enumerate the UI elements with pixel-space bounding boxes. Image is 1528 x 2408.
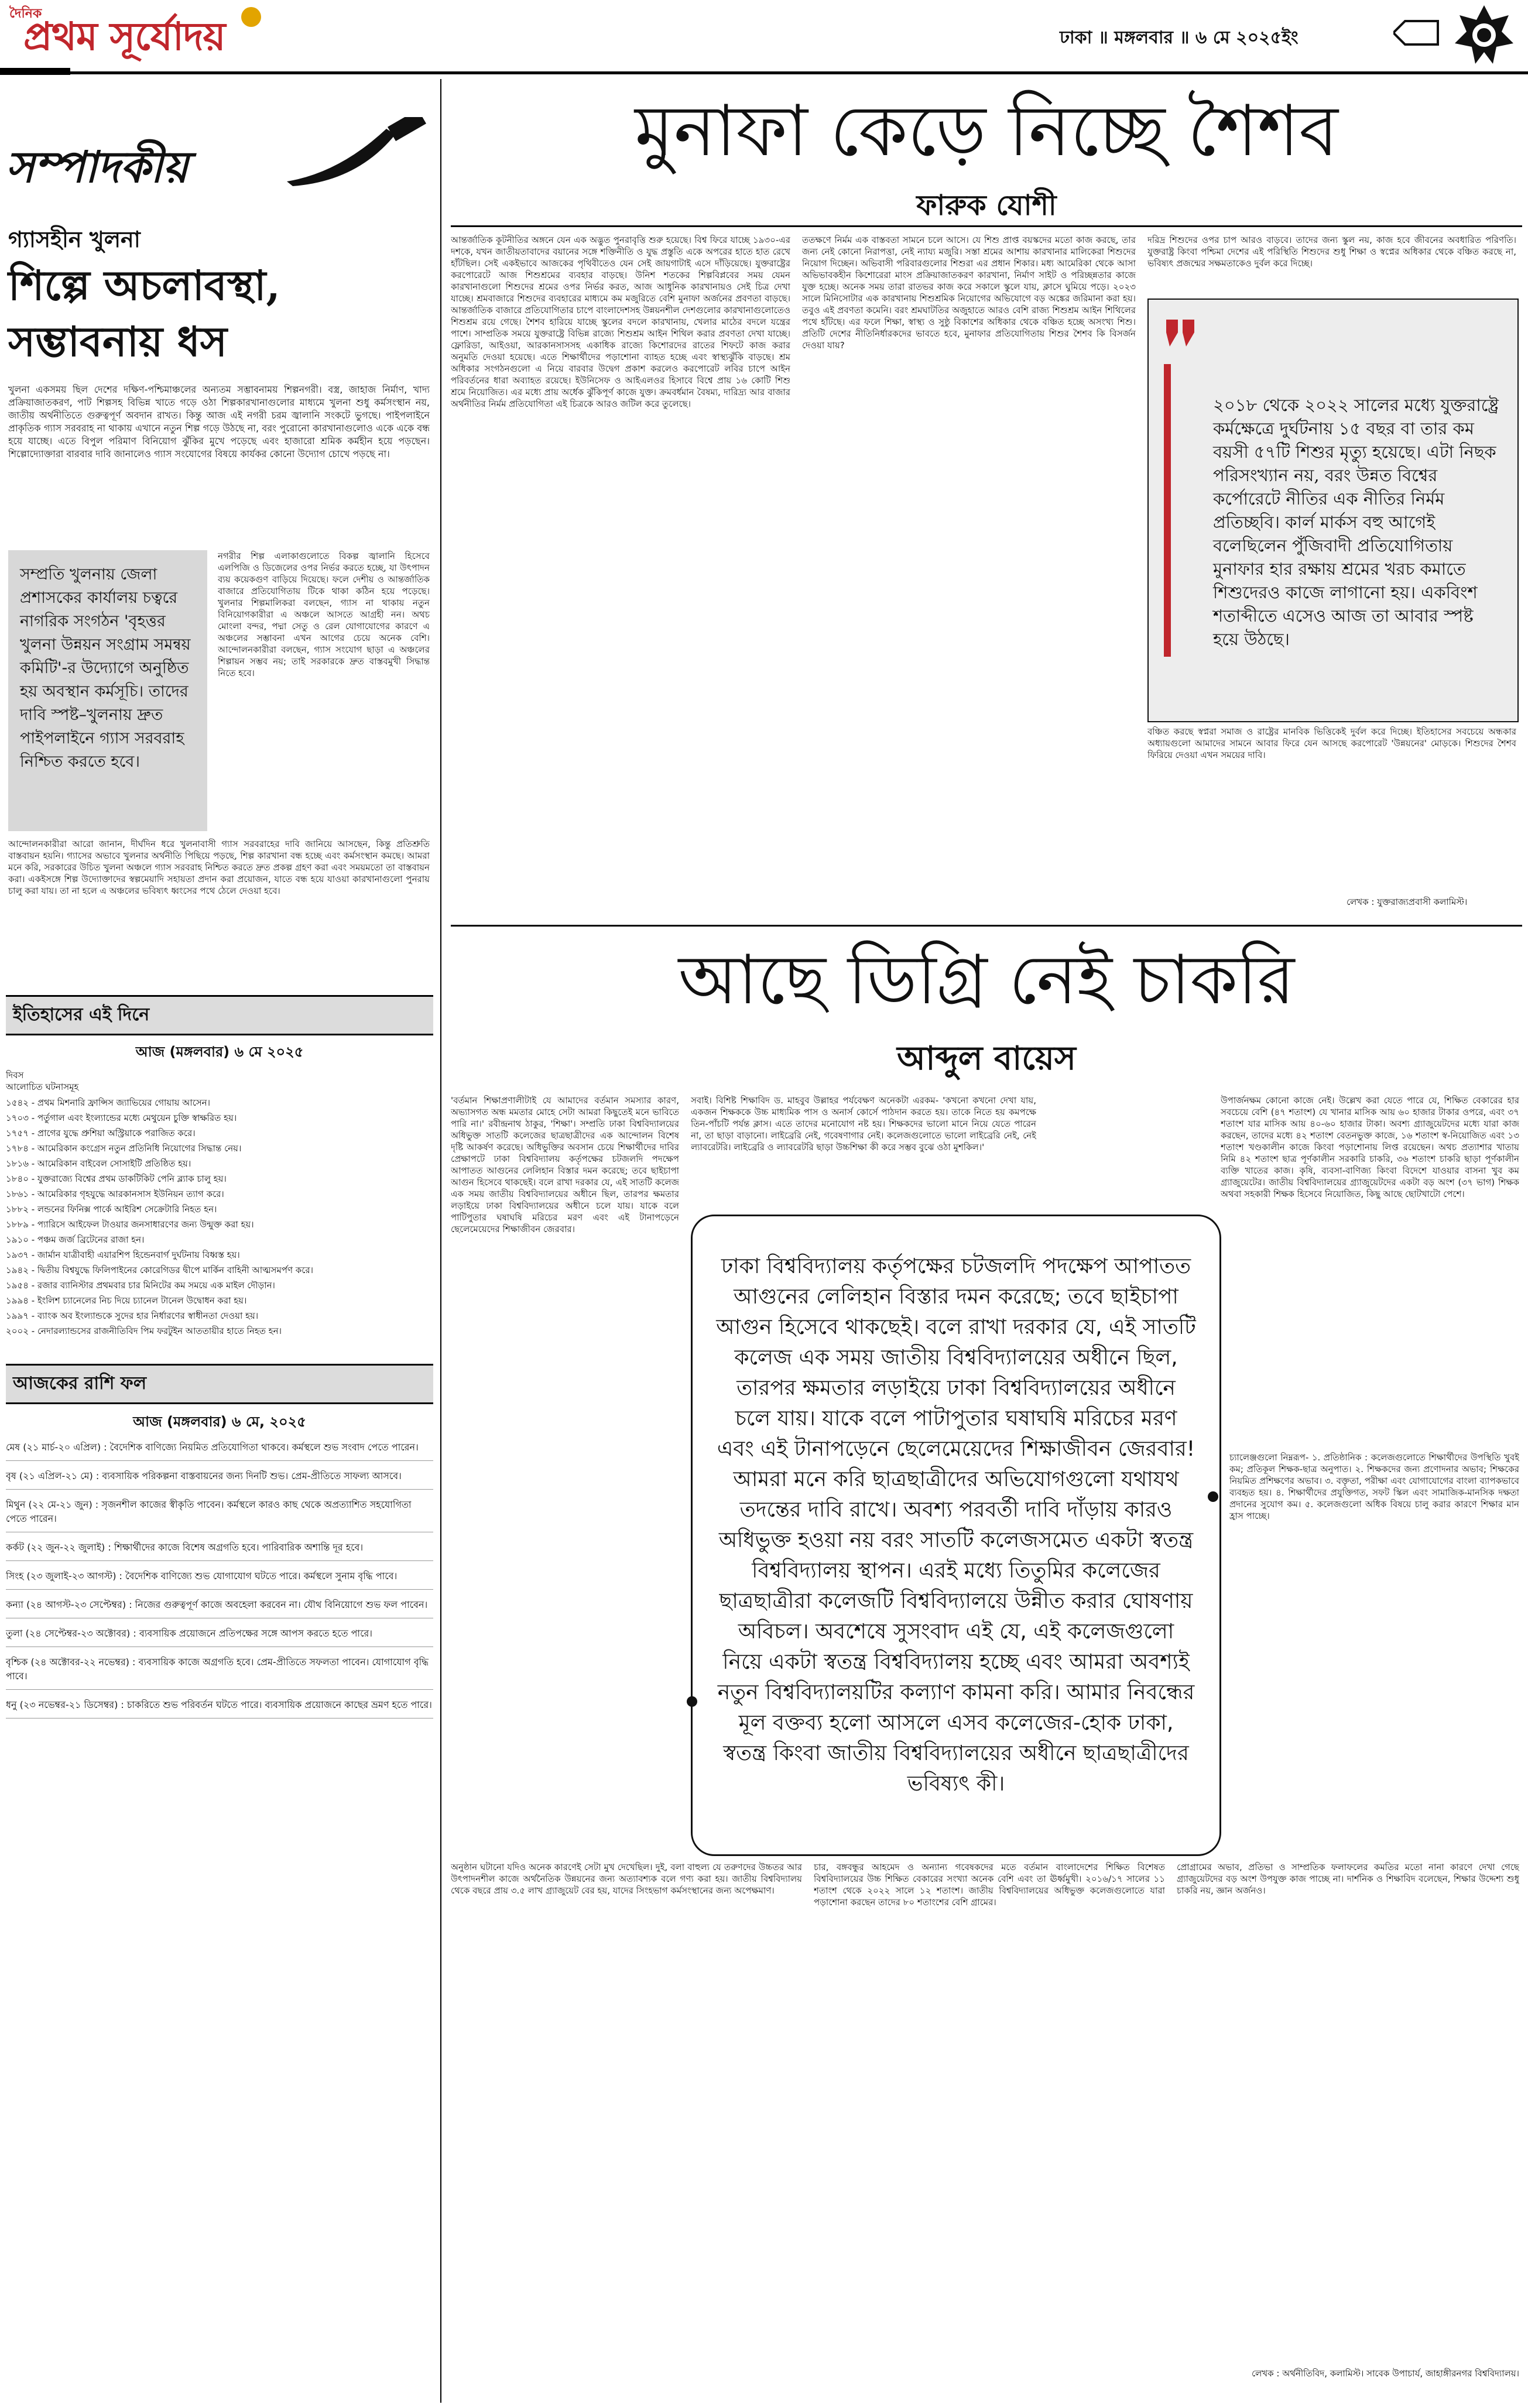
article1-col3-end: বঞ্চিত করছে স্বপ্নরা সমাজ ও রাষ্ট্রের মানবিক ভিত্তিকেই দুর্বল করে দিচ্ছে। ইতিহাসের সবচেয়ে অন্ধকার অধ্যায়গুলো আমাদের সামনে আবার ফিরে যেন আসছে করপোরেট 'উন্নয়নের' মোড়কে। শিশুদের শৈশব ফিরিয়ে দেওয়া এখন সময়ের দাবি। — [1147, 726, 1516, 760]
horoscope-item: বৃশ্চিক (২৪ অক্টোবর-২২ নভেম্বর) : ব্যবসায়িক কাজে অগ্রগতি হবে। প্রেম-প্রীতিতে সফলতা পাবেন। যোগাযোগ বৃদ্ধি পাবে। — [6, 1655, 433, 1690]
pull-quote-accent-bar — [1164, 364, 1171, 657]
pull-quote-dot-left — [687, 1696, 697, 1707]
article-divider — [451, 925, 1522, 927]
masthead-small-label: দৈনিক — [9, 6, 42, 21]
history-item: ১৮৪০ - যুক্তরাজ্যে বিশ্বের প্রথম ডাকটিকিট পেনি ব্ল্যাক চালু হয়। — [6, 1174, 227, 1184]
pen-icon — [287, 117, 433, 187]
history-item: ১৮৮২ - লন্ডনের ফিনিক্স পার্কে আইরিশ সেক্রেটারি নিহত হন। — [6, 1204, 217, 1215]
star-emblem-icon — [1452, 2, 1516, 67]
history-box — [6, 995, 433, 1352]
dateline: ঢাকা ॥ মঙ্গলবার ॥ ৬ মে ২০২৫ইং — [1060, 28, 1299, 48]
article2-bottom1: অনুষ্ঠান ঘটানো যদিও অনেক কারণেই সেটা মুখ দেখেছিল। দুই, বলা বাহুল্য যে তরুণদের উচ্চতর আর উৎপাদনশীল কাজে অর্থনৈতিক উন্নয়নের জন্য অত্যাবশ্যক বলে গণ্য করা হয়। জাতীয় বিশ্ববিদ্যালয় থেকে বছরে প্রায় ৩.৫ লাখ গ্র্যাজুয়েট বের হয়, যাদের সিংহভাগ কর্মসংস্থানের জন্য অপেক্ষমাণ। — [451, 1862, 802, 1896]
masthead — [0, 0, 1528, 70]
history-item: ১৫৪২ - প্রথম মিশনারি ফ্রান্সিস জ্যাভিয়ের গোয়ায় আসেন। — [6, 1097, 210, 1108]
masthead-accent — [0, 68, 70, 75]
horoscope-box — [6, 1364, 433, 2406]
article2-col3-b: চ্যালেঞ্জগুলো নিম্নরূপ- ১. প্রতিষ্ঠানিক : কলেজগুলোতে শিক্ষার্থীদের উপস্থিতি খুবই কম; প্রতিকূল শিক্ষক-ছাত্র অনুপাত। ২. শিক্ষকদের জন্য প্রণোদনার অভাব; শিক্ষকের নিয়মিত প্রশিক্ষণের অভাব। ৩. বক্তৃতা, পরীক্ষা এবং যোগাযোগের বাংলা ব্যাপকভাবে ব্যবহৃত হয়। ৪. শিক্ষার্থীদের প্রযুক্তিগত, সফট স্কিল এবং সামাজিক-মানসিক দক্ষতা প্রদানের সুযোগ কম। ৫. কলেজগুলো অধিক বিষয়ে চালু করার কারণে শিক্ষার মান হ্রাস পাচ্ছে। — [1229, 1452, 1519, 1521]
article2-byline: আব্দুল বায়েস — [897, 1040, 1076, 1078]
editorial-bottom-text: আন্দোলনকারীরা আরো জানান, দীর্ঘদিন ধরে খুলনাবাসী গ্যাস সরবরাহের দাবি জানিয়ে আসছেন, কিন্তু প্রতিশ্রুতি বাস্তবায়ন হয়নি। গ্যাসের অভাবে খুলনার অর্থনীতি পিছিয়ে পড়ছে, শিল্প কারখানা বন্ধ হচ্ছে এবং কর্মসংস্থান কমছে। আমরা মনে করি, সরকারের উচিত খুলনা অঞ্চলে গ্যাস সরবরাহ নিশ্চিত করতে দ্রুত প্রকল্প গ্রহণ করা এবং সময়মতো তা বাস্তবায়ন করা। একইসঙ্গে শিল্প উদ্যোক্তাদের স্বল্পমেয়াদি সহায়তা প্রদান করা প্রয়োজন, যাতে বন্ধ হয়ে যাওয়া কারখানাগুলো পুনরায় চালু করা যায়। তা না হলে এ অঞ্চলের ভবিষ্যৎ ধ্বংসের পথে ঠেলে দেওয়া হবে। — [8, 839, 430, 896]
masthead-title: প্রথম সূর্যোদয় — [23, 13, 225, 59]
editorial-headline: শিল্পে অচলাবস্থা, সম্ভাবনায় ধস — [8, 261, 280, 366]
editorial-side-text: নগরীর শিল্প এলাকাগুলোতে বিকল্প জ্বালানি হিসেবে এলপিজি ও ডিজেলের ওপর নির্ভর করতে হচ্ছে, যা উৎপাদন ব্যয় কয়েকগুণ বাড়িয়ে দিয়েছে। ফলে দেশীয় ও আন্তর্জাতিক বাজারে প্রতিযোগিতায় টিকে থাকা কঠিন হয়ে পড়েছে। খুলনার শিল্পমালিকরা বলছেন, গ্যাস না থাকায় নতুন বিনিয়োগকারীরা এ অঞ্চলে আসতে আগ্রহী নন। অথচ মোংলা বন্দর, পদ্মা সেতু ও রেল যোগাযোগের কারণে এ অঞ্চলের সম্ভাবনা এখন আগের চেয়ে অনেক বেশি। আন্দোলনকারীরা বলছেন, গ্যাস সংযোগ ছাড়া এ অঞ্চলের শিল্পায়ন সম্ভব নয়; তাই সরকারকে দ্রুত বাস্তবমুখী সিদ্ধান্ত নিতে হবে। — [218, 551, 430, 678]
horoscope-subtitle: আজ (মঙ্গলবার) ৬ মে, ২০২৫ — [133, 1414, 306, 1430]
history-item: ১৯৩৭ - জার্মান যাত্রীবাহী এয়ারশিপ হিন্ডেনবার্গ দুর্ঘটনায় বিধ্বস্ত হয়। — [6, 1250, 240, 1260]
history-item: ১৮৬১ - আমেরিকার গৃহযুদ্ধে আরকানসাস ইউনিয়ন ত্যাগ করে। — [6, 1189, 224, 1199]
horoscope-item: তুলা (২৪ সেপ্টেম্বর-২৩ অক্টোবর) : ব্যবসায়িক প্রয়োজনে প্রতিপক্ষের সঙ্গে আপস করতে হতে পারে। — [6, 1627, 433, 1647]
editorial-lead: খুলনা একসময় ছিল দেশের দক্ষিণ-পশ্চিমাঞ্চলের অন্যতম সম্ভাবনাময় শিল্পনগরী। বস্ত্র, জাহাজ নির্মাণ, খাদ্য প্রক্রিয়াজাতকরণ, পাট শিল্পসহ বিভিন্ন খাতে গড়ে ওঠা শিল্পকারখানাগুলোর মাধ্যমে খুলনা শুধু কর্মসংস্থান নয়, জাতীয় অর্থনীতিতে গুরুত্বপূর্ণ অবদান রাখত। কিন্তু আজ এই নগরী চরম জ্বালানি সংকটে ভুগছে। পাইপলাইনে প্রাকৃতিক গ্যাস সরবরাহ না থাকায় এখানে নতুন শিল্প গড়ে উঠছে না, বরং পুরোনো কারখানাগুলোও একে একে বন্ধ হয়ে যাচ্ছে। এতে বিপুল পরিমাণ বিনিয়োগ ঝুঁকির মুখে পড়েছে এবং হাজারো শ্রমিক কর্মহীন হয়ে পড়ছেন। শিল্পোদ্যোক্তারা বারবার দাবি জানালেও গ্যাস সংযোগের বিষয়ে কার্যকর কোনো উদ্যোগ চোখে পড়ছে না। — [8, 384, 430, 459]
sun-logo-icon — [241, 7, 261, 27]
article2-author-note: লেখক : অর্থনীতিবিদ, কলামিস্ট। সাবেক উপাচার্য, জাহাঙ্গীরনগর বিশ্ববিদ্যালয়। — [1252, 2368, 1519, 2379]
horoscope-item: কর্কট (২২ জুন-২২ জুলাই) : শিক্ষার্থীদের কাজে বিশেষ অগ্রগতি হবে। পারিবারিক অশান্তি দূর হবে। — [6, 1541, 433, 1561]
history-subtitle: আজ (মঙ্গলবার) ৬ মে ২০২৫ — [135, 1044, 304, 1060]
history-item: ১৯৯৭ - ব্যাংক অব ইংল্যান্ডকে সুদের হার নির্ধারণের স্বাধীনতা দেওয়া হয়। — [6, 1311, 259, 1321]
editorial-banner — [6, 117, 439, 205]
masthead-logo[interactable] — [23, 7, 261, 71]
history-item: ১৯৪২ - দ্বিতীয় বিশ্বযুদ্ধে ফিলিপাইনের কোরেগিডর দ্বীপে মার্কিন বাহিনী আত্মসমর্পণ করে। — [6, 1265, 313, 1275]
ornament-icon — [1393, 16, 1440, 49]
history-item: ১৮১৬ - আমেরিকান বাইবেল সোসাইটি প্রতিষ্ঠিত হয়। — [6, 1158, 191, 1169]
editorial-label: সম্পাদকীয় — [6, 142, 189, 193]
article2-col1: 'বর্তমান শিক্ষাপ্রণালীটাই যে আমাদের বর্তমান সমস্যার কারণ, অভ্যাসগত অন্ধ মমতার মোহে সেটা আমরা কিছুতেই মনে ভাবিতে পারি না।' রবীন্দ্রনাথ ঠাকুর, 'শিক্ষা'। সম্প্রতি ঢাকা বিশ্ববিদ্যালয়ের অধিভুক্ত সাতটি কলেজের ছাত্রছাত্রীদের এক আন্দোলন বিশেষ দৃষ্টি আকর্ষণ করেছে। অধিভুক্তির অবসান চেয়ে শিক্ষার্থীদের দাবির প্রেক্ষাপটে ঢাকা বিশ্ববিদ্যালয় কর্তৃপক্ষের চটজলদি পদক্ষেপ আপাতত আগুনের লেলিহান বিস্তার দমন করেছে; তবে ছাইচাপা আগুন হিসেবে থাকছেই। বলে রাখা দরকার যে, এই সাতটি কলেজ এক সময় জাতীয় বিশ্ববিদ্যালয়ের অধীনে ছিল, তারপর ক্ষমতার লড়াইয়ে ঢাকা বিশ্ববিদ্যালয়ের অধীনে চলে যায়। যাকে বলে পাটিপুতার ঘষাঘষি মরিচের মরণ এবং এই টানাপড়েনে ছেলেমেয়েদের শিক্ষাজীবন জেরবার। — [451, 1095, 679, 1234]
horoscope-item: সিংহ (২৩ জুলাই-২৩ আগস্ট) : বৈদেশিক বাণিজ্যে শুভ যোগাযোগ ঘটতে পারে। কর্মস্থলে সুনাম বৃদ্ধি পাবে। — [6, 1569, 433, 1590]
history-item: ১৭৫৭ - প্রাগের যুদ্ধে প্রুশিয়া অস্ট্রিয়াকে পরাজিত করে। — [6, 1128, 196, 1138]
article2-bottom3: প্রোগ্রামের অভাব, প্রতিভা ও সাম্প্রতিক ফলাফলের কমতির মতো নানা কারণে দেখা গেছে গ্র্যাজুয়েটদের বড় অংশ উপযুক্ত কাজ পাচ্ছে না। দার্শনিক ও শিক্ষাবিদ বলেছেন, শিক্ষার উদ্দেশ্য শুধু চাকরি নয়, জ্ঞান অর্জনও। — [1177, 1862, 1519, 1896]
article1-headline: মুনাফা কেড়ে নিচ্ছে শৈশব — [635, 91, 1338, 172]
article1-author-note: লেখক : যুক্তরাজ্যপ্রবাসী কলামিস্ট। — [1347, 897, 1468, 907]
history-item: ২০০২ - নেদারল্যান্ডসের রাজনীতিবিদ পিম ফরটুইন আততায়ীর হাতে নিহত হন। — [6, 1326, 282, 1336]
article1-rule — [451, 225, 1522, 227]
article2-col2: সবাই। বিশিষ্ট শিক্ষাবিদ ড. মাহবুব উল্লাহর পর্যবেক্ষণ অনেকটা এরকম- 'কখনো কখনো দেখা যায়, একজন শিক্ষককে উচ্চ মাধ্যমিক পাস ও অনার্স কোর্সে পাঠদান করতে হয়। তাকে নিতে হয় কমপক্ষে তিন-পাঁচটি পর্যন্ত ক্লাস। এতে তাদের মনোযোগ নষ্ট হয়। শিক্ষকদের ভালো মানে নিয়ে যেতে পারেন না, তা ছাড়া বাড়ানো। লাইব্রেরি নেই, গবেষণাগার নেই। কলেজগুলোতে ভালো লাইব্রেরি নেই, নেই ল্যাবরেটরি। লাইব্রেরি ও ল্যাবরেটরি ছাড়া উচ্চশিক্ষা কী করে সম্ভব বুঝে ওঠা মুশকিল।' — [691, 1095, 1036, 1152]
history-item: ১৯১০ - পঞ্চম জর্জ ব্রিটেনের রাজা হন। — [6, 1234, 145, 1245]
history-item: ১৯৫৪ - রজার ব্যানিস্টার প্রথমবার চার মিনিটের কম সময়ে এক মাইল দৌড়ান। — [6, 1280, 275, 1291]
horoscope-item: কন্যা (২৪ আগস্ট-২৩ সেপ্টেম্বর) : নিজের গুরুত্বপূর্ণ কাজে অবহেলা করবেন না। যৌথ বিনিয়োগে শুভ ফল পাবেন। — [6, 1598, 433, 1618]
article2-bottom2: চার, বঙ্গবন্ধুর আহমেদ ও অন্যান্য গবেষকদের মতে বর্তমান বাংলাদেশের শিক্ষিত বিশেষত বিশ্ববিদ্যালয়ের উচ্চ শিক্ষিত বেকারের সংখ্যা অনেক বেশি এবং তা ঊর্ধ্বমুখী। ২০১৬/১৭ সালের ১১ শতাংশ থেকে ২০২২ সালে ১২ শতাংশ। জাতীয় বিশ্ববিদ্যালয়ের অধিভুক্ত কলেজগুলোতে যারা পড়াশোনা করছেন তাদের ৮০ শতাংশের বেশি গ্রামের। — [814, 1862, 1165, 1908]
editorial-pull-text: সম্প্রতি খুলনায় জেলা প্রশাসকের কার্যালয় চত্বরে নাগরিক সংগঠন 'বৃহত্তর খুলনা উন্নয়ন সংগ্রাম সমন্বয় কমিটি'-র উদ্যোগে অনুষ্ঠিত হয় অবস্থান কর্মসূচি। তাদের দাবি স্পষ্ট–খুলনায় দ্রুত পাইপলাইনে গ্যাস সরবরাহ নিশ্চিত করতে হবে। — [20, 565, 191, 771]
article1-col1: আন্তর্জাতিক কূটনীতির অঙ্গনে যেন এক অদ্ভুত পুনরাবৃত্তি শুরু হয়েছে। বিশ্ব ফিরে যাচ্ছে ১৯৩০-এর দশকে, যখন জাতীয়তাবাদের বয়ানের সঙ্গে শক্তিনীতি ও যুদ্ধ প্রস্তুতি একে অপরের হাতে হাত রেখে হাঁটছিল। সেই একইভাবে আজকের পৃথিবীতেও যেন সেই জায়গাটাই এসে দাঁড়িয়েছে। যুক্তরাষ্ট্রের করপোরেটে আজ শিশুশ্রমের ব্যবহার বাড়ছে। উনিশ শতকের শিল্পবিপ্লবের সময় যেমন কারখানাগুলো শিশুদের শ্রমের ওপর নির্ভর করত, আজ আধুনিক কারখানায়ও সেই চিত্র দেখা যাচ্ছে। শ্রমবাজারে শিশুদের ব্যবহারের মাধ্যমে কম মজুরিতে বেশি মুনাফা অর্জনের প্রবণতা বাড়ছে। আন্তর্জাতিক বাজারে প্রতিযোগিতার চাপে বাংলাদেশসহ উন্নয়নশীল দেশগুলোর কারখানাগুলোতেও শিশুশ্রম রয়ে গেছে। শৈশব হারিয়ে যাচ্ছে স্কুলের বদলে কারখানায়, খেলার মাঠের বদলে যন্ত্রের পাশে। সাম্প্রতিক সময়ে যুক্তরাষ্ট্রে বিভিন্ন রাজ্যে শিশুশ্রম আইন শিথিল করার প্রবণতা দেখা যাচ্ছে। ফ্লোরিডা, আইওয়া, আরকানসাসসহ একাধিক রাজ্যে কিশোরদের রাতের শিফটে কাজ করার অনুমতি দেওয়া হয়েছে। এতে শিক্ষার্থীদের পড়াশোনা ব্যাহত হচ্ছে এবং স্বাস্থ্যঝুঁকি বাড়ছে। শ্রম অধিকার সংগঠনগুলো এ নিয়ে বারবার উদ্বেগ প্রকাশ করলেও করপোরেট লবির চাপে আইন পরিবর্তনের ধারা অব্যাহত রয়েছে। ইউনিসেফ ও আইএলওর হিসাবে বিশ্বে প্রায় ১৬ কোটি শিশু শ্রমে নিয়োজিত। এর মধ্যে প্রায় অর্ধেক ঝুঁকিপূর্ণ কাজে যুক্ত। ক্রমবর্ধমান বৈষম্য, দারিদ্র্য আর বাজার অর্থনীতির নির্মম প্রতিযোগিতা এই চিত্রকে আরও জটিল করে তুলেছে। — [451, 235, 790, 409]
horoscope-item: মিথুন (২২ মে-২১ জুন) : সৃজনশীল কাজের স্বীকৃতি পাবেন। কর্মস্থলে কারও কাছ থেকে অপ্রত্যাশিত সহযোগিতা পেতে পারেন। — [6, 1498, 433, 1532]
article2-headline: আছে ডিগ্রি নেই চাকরি — [678, 941, 1295, 1020]
article2-col3: উপার্জনক্ষম কোনো কাজে নেই। উল্লেখ করা যেতে পারে যে, শিক্ষিত বেকারের হার সবচেয়ে বেশি (৪৭ শতাংশ) যে খানার মাসিক আয় ৬০ হাজার টাকার ওপরে, এবং ৩৭ শতাংশ যার মাসিক আয় ৪০-৬০ হাজার টাকা। অবশ্য গ্র্যাজুয়েটদের মধ্যে যারা কাজ করছেন, তাদের মধ্যে ৪২ শতাংশ বেতনভুক্ত কাজে, ১৬ শতাংশ স্ব-নিয়োজিত এবং ১৩ শতাংশ খণ্ডকালীন কাজে কিংবা পড়াশোনায় লিপ্ত রয়েছেন। অথচ প্রত্যাশার খাতায় নিমি ৪২ শতাংশ ছাত্র পূর্ণকালীন সরকারি চাকরি, ৩৬ শতাংশ চাকরি ছাড়া পূর্ণকালীন ব্যক্তি খাতের কাজ। কৃষি, ব্যবসা-বাণিজ্য কিংবা বিদেশে যাওয়ার বাসনা খুব কম গ্র্যাজুয়েটের। জাতীয় বিশ্ববিদ্যালয়ের গ্র্যাজুয়েটদের একটা বড় অংশ (৩৭ ভাগ) শিক্ষক অথবা সহকারী শিক্ষক হিসেবে নিয়োজিত, কিছু আছে ছোটখাটো পেশে। — [1221, 1095, 1519, 1199]
horoscope-item: বৃষ (২১ এপ্রিল-২১ মে) : ব্যবসায়িক পরিকল্পনা বাস্তবায়নের জন্য দিনটি শুভ। প্রেম-প্রীতিতে সাফল্য আসবে। — [6, 1469, 433, 1490]
history-item: ১৯৯৪ - ইংলিশ চ্যানেলের নিচ দিয়ে চ্যানেল টানেল উদ্বোধন করা হয়। — [6, 1295, 247, 1306]
editorial-pull-box — [8, 550, 207, 831]
history-item: ১৭০৩ - পর্তুগাল এবং ইংল্যান্ডের মধ্যে মেথুয়েন চুক্তি স্বাক্ষরিত হয়। — [6, 1113, 237, 1123]
horoscope-list — [6, 1440, 433, 1718]
history-item: ১৮৮৯ - প্যারিসে আইফেল টাওয়ার জনসাধারণের জন্য উন্মুক্ত করা হয়। — [6, 1219, 254, 1230]
article2-pull-quote-box — [691, 1215, 1221, 1856]
article2-pull-quote: ঢাকা বিশ্ববিদ্যালয় কর্তৃপক্ষের চটজলদি পদক্ষেপ আপাতত আগুনের লেলিহান বিস্তার দমন করেছে; তবে ছাইচাপা আগুন হিসেবে থাকছেই। বলে রাখা দরকার যে, এই সাতটি কলেজ এক সময় জাতীয় বিশ্ববিদ্যালয়ের অধীনে ছিল, তারপর ক্ষমতার লড়াইয়ে ঢাকা বিশ্ববিদ্যালয়ের অধীনে চলে যায়। যাকে বলে পাটাপুতার ঘষাঘষি মরিচের মরণ এবং এই টানাপড়েনে ছেলেমেয়েদের শিক্ষাজীবন জেরবার! আমরা মনে করি ছাত্রছাত্রীদের অভিযোগগুলো যথাযথ তদন্তের দাবি রাখে। অবশ্য পরবর্তী দাবি দাঁড়ায় কারও অধিভুক্ত হওয়া নয় বরং সাতটি কলেজসমেত একটা স্বতন্ত্র বিশ্ববিদ্যালয় স্থাপন। এরই মধ্যে তিতুমির কলেজের ছাত্রছাত্রীরা কলেজটি বিশ্ববিদ্যালয়ে উন্নীত করার ঘোষণায় অবিচল। অবশেষে সুসংবাদ এই যে, এই কলেজগুলো নিয়ে একটা স্বতন্ত্র বিশ্ববিদ্যালয় হচ্ছে এবং আমরা অবশ্যই নতুন বিশ্ববিদ্যালয়টির কল্যাণ কামনা করি। আমার নিবন্ধের মূল বক্তব্য হলো আসলে এসব কলেজের-হোক ঢাকা, স্বতন্ত্র কিংবা জাতীয় বিশ্ববিদ্যালয়ের অধীনে ছাত্রছাত্রীদের ভবিষ্যৎ কী। — [716, 1254, 1196, 1796]
pull-quote-dot-right — [1208, 1491, 1218, 1502]
history-intro: দিবস আলোচিত ঘটনাসমূহ — [6, 1070, 79, 1092]
editorial-kicker: গ্যাসহীন খুলনা — [8, 227, 141, 252]
article1-col2: ততক্ষণে নির্মম এক বাস্তবতা সামনে চলে আসে। যে শিশু প্রাপ্ত বয়স্কদের মতো কাজ করছে, তার জন্য নেই কোনো নিরাপত্তা, নেই ন্যায্য মজুরি। সস্তা শ্রমের আশায় কারখানার মালিকেরা শিশুদের নিয়োগ দিচ্ছেন। অভিবাসী পরিবারগুলোর শিশুরা এর প্রধান শিকার। মধ্য আমেরিকা থেকে আসা অভিভাবকহীন কিশোরেরা মাংস প্রক্রিয়াজাতকরণ কারখানা, নির্মাণ সাইট ও পরিচ্ছন্নতার কাজে যুক্ত হচ্ছে। অনেক সময় তারা রাতভর কাজ করে সকালে স্কুলে যায়, ক্লাসে ঘুমিয়ে পড়ে। ২০২৩ সালে মিনিসোটার এক কারখানায় শিশুশ্রমিক নিয়োগের অভিযোগে বড় অঙ্কের জরিমানা করা হয়। তবুও এই প্রবণতা কমেনি। বরং শ্রমঘাটতির অজুহাতে আরও বেশি রাজ্য শিশুশ্রম আইন শিথিলের পথে হাঁটছে। এর ফলে শিক্ষা, স্বাস্থ্য ও সুষ্ঠু বিকাশের অধিকার থেকে বঞ্চিত হচ্ছে অসংখ্য শিশু। প্রতিটি দেশের নীতিনির্ধারকদের ভাবতে হবে, মুনাফার প্রতিযোগিতায় শিশুর শৈশব কি বিসর্জন দেওয়া যায়? — [802, 235, 1136, 351]
article1-pull-quote: ২০১৮ থেকে ২০২২ সালের মধ্যে যুক্তরাষ্ট্রে কর্মক্ষেত্রে দুর্ঘটনায় ১৫ বছর বা তার কম বয়সী ৫৭টি শিশুর মৃত্যু হয়েছে। এটা নিছক পরিসংখ্যান নয়, বরং উন্নত বিশ্বের কর্পোরেটে নীতির এক নীতির নির্মম প্রতিচ্ছবি। কার্ল মার্কস বহু আগেই বলেছিলেন পুঁজিবাদী প্রতিযোগিতায় মুনাফার হার রক্ষায় শ্রমের খরচ কমাতে শিশুদেরও কাজে লাগানো হয়। একবিংশ শতাব্দীতে এসেও আজ তা আবার স্পষ্ট হয়ে উঠছে। — [1213, 395, 1499, 649]
article1-col3: দরিদ্র শিশুদের ওপর চাপ আরও বাড়বে। তাদের জন্য স্কুল নয়, কাজ হবে জীবনের অবধারিত পরিণতি। যুক্তরাষ্ট্র কিংবা পশ্চিমা দেশের এই পরিস্থিতি শিশুদের শুধু শিক্ষা ও স্বপ্নের অধিকার থেকে বঞ্চিত করছে না, ভবিষ্যৎ প্রজন্মের সক্ষমতাকেও দুর্বল করে দিচ্ছে। — [1147, 235, 1516, 269]
horoscope-item: মেষ (২১ মার্চ-২০ এপ্রিল) : বৈদেশিক বাণিজ্যে নিয়মিত প্রতিযোগিতা থাকবে। কর্মস্থলে শুভ সংবাদ পেতে পারেন। — [6, 1440, 433, 1461]
article1-pull-quote-box — [1147, 299, 1519, 722]
horoscope-item: ধনু (২৩ নভেম্বর-২১ ডিসেম্বর) : চাকরিতে শুভ পরিবর্তন ঘটতে পারে। ব্যবসায়িক প্রয়োজনে কাছের ভ্রমণ হতে পারে। — [6, 1698, 433, 1718]
history-title: ইতিহাসের এই দিনে — [6, 995, 433, 1035]
history-item: ১৭৮৪ - আমেরিকান কংগ্রেস নতুন প্রতিনিধি নিয়োগের সিদ্ধান্ত নেয়। — [6, 1143, 242, 1154]
history-list — [6, 1095, 433, 1339]
quote-mark-icon — [1164, 317, 1199, 352]
article1-byline: ফারুক যোশী — [916, 189, 1057, 222]
horoscope-title: আজকের রাশি ফল — [6, 1364, 433, 1404]
masthead-rule — [0, 71, 1528, 74]
left-column-divider — [440, 79, 441, 2403]
